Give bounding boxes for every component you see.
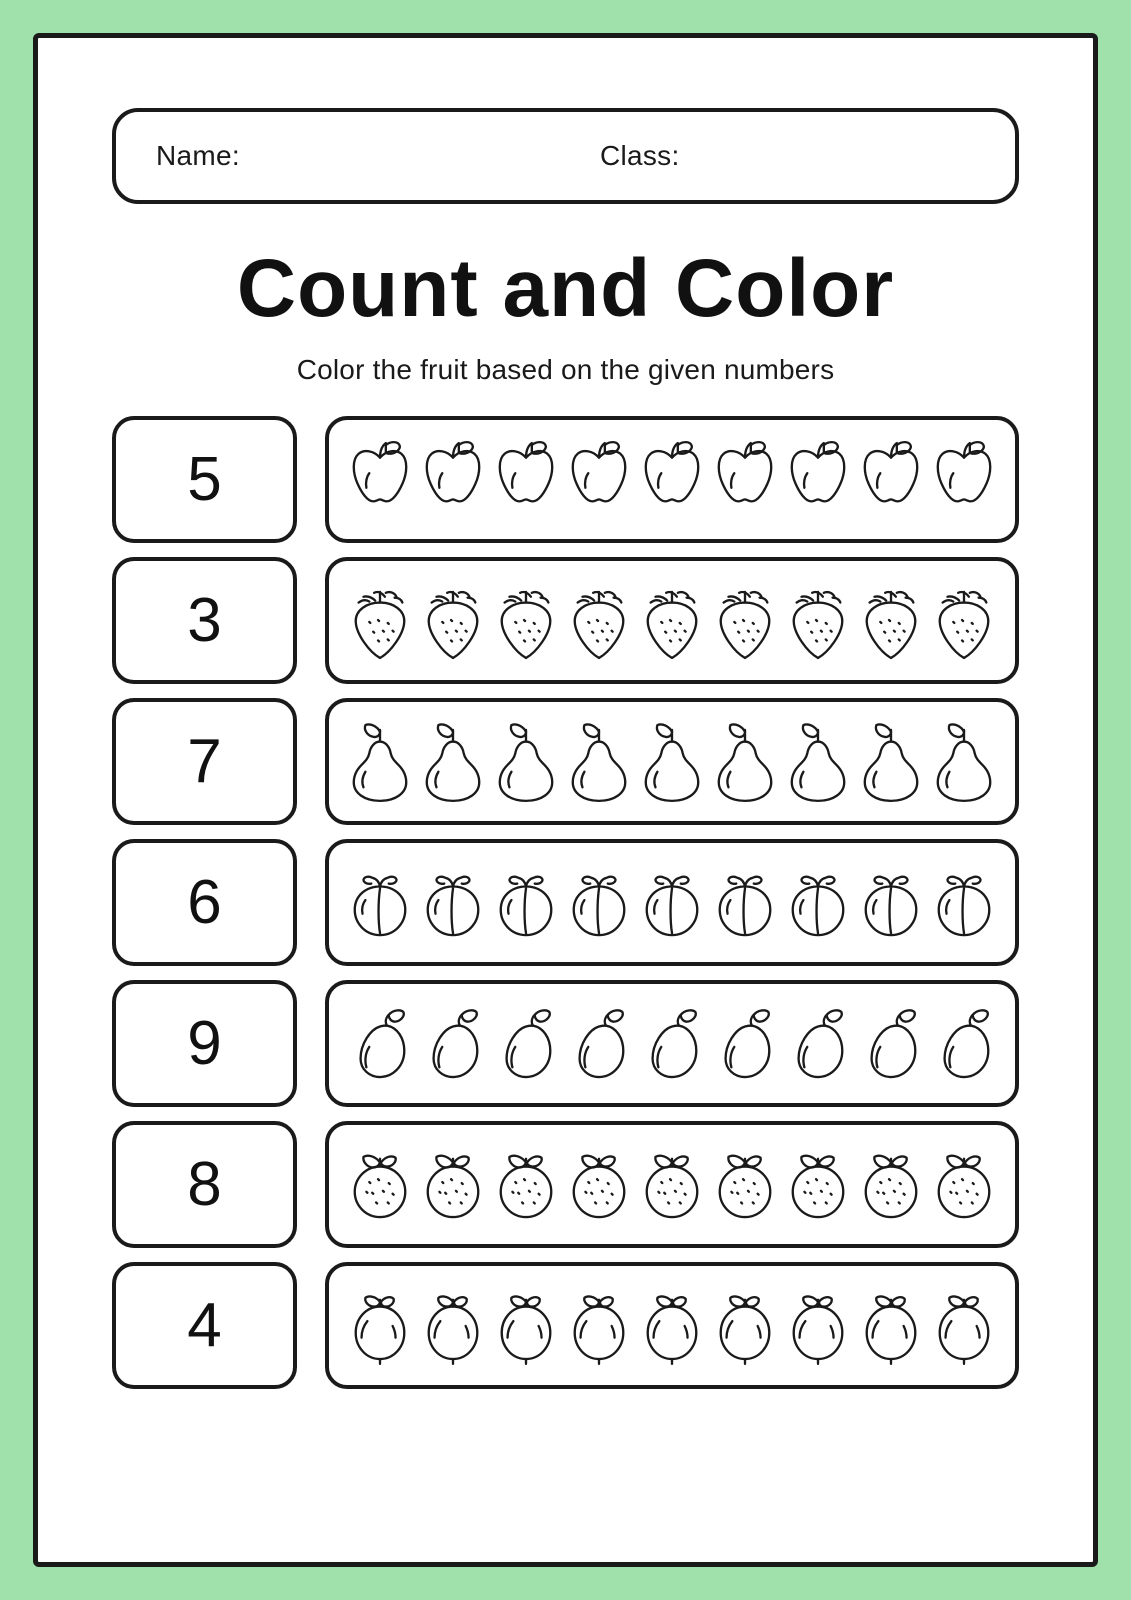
strawberry-icon[interactable] bbox=[930, 575, 998, 667]
plum-icon[interactable] bbox=[711, 857, 779, 949]
row-number: 6 bbox=[187, 867, 222, 937]
plum-icon[interactable] bbox=[565, 857, 633, 949]
fruit-strip bbox=[325, 1262, 1019, 1389]
pear-icon[interactable] bbox=[346, 716, 414, 808]
orange-icon[interactable] bbox=[857, 1139, 925, 1231]
plum-icon[interactable] bbox=[857, 857, 925, 949]
plum-icon[interactable] bbox=[419, 857, 487, 949]
pear-icon[interactable] bbox=[784, 716, 852, 808]
mango-icon[interactable] bbox=[711, 998, 779, 1090]
pear-icon[interactable] bbox=[930, 716, 998, 808]
pear-icon[interactable] bbox=[419, 716, 487, 808]
pear-icon[interactable] bbox=[565, 716, 633, 808]
strawberry-icon[interactable] bbox=[419, 575, 487, 667]
exercise-row bbox=[112, 980, 1019, 1107]
row-number: 3 bbox=[187, 585, 222, 655]
orange-icon[interactable] bbox=[565, 1139, 633, 1231]
row-number: 7 bbox=[187, 726, 222, 796]
plum-icon[interactable] bbox=[930, 857, 998, 949]
orange-icon[interactable] bbox=[711, 1139, 779, 1231]
strawberry-icon[interactable] bbox=[784, 575, 852, 667]
exercise-row bbox=[112, 839, 1019, 966]
fruit-strip bbox=[325, 698, 1019, 825]
mango-icon[interactable] bbox=[930, 998, 998, 1090]
plum-icon[interactable] bbox=[638, 857, 706, 949]
apple-icon[interactable] bbox=[492, 434, 560, 526]
mango-icon[interactable] bbox=[565, 998, 633, 1090]
orange-icon[interactable] bbox=[930, 1139, 998, 1231]
lemon-icon[interactable] bbox=[930, 1280, 998, 1372]
row-number: 4 bbox=[187, 1290, 222, 1360]
plum-icon[interactable] bbox=[492, 857, 560, 949]
apple-icon[interactable] bbox=[930, 434, 998, 526]
number-box bbox=[112, 557, 297, 684]
apple-icon[interactable] bbox=[565, 434, 633, 526]
lemon-icon[interactable] bbox=[419, 1280, 487, 1372]
number-box bbox=[112, 980, 297, 1107]
strawberry-icon[interactable] bbox=[857, 575, 925, 667]
orange-icon[interactable] bbox=[638, 1139, 706, 1231]
lemon-icon[interactable] bbox=[492, 1280, 560, 1372]
lemon-icon[interactable] bbox=[784, 1280, 852, 1372]
pear-icon[interactable] bbox=[711, 716, 779, 808]
lemon-icon[interactable] bbox=[346, 1280, 414, 1372]
worksheet-page bbox=[33, 33, 1098, 1567]
exercise-row bbox=[112, 1262, 1019, 1389]
mango-icon[interactable] bbox=[346, 998, 414, 1090]
mango-icon[interactable] bbox=[857, 998, 925, 1090]
pear-icon[interactable] bbox=[492, 716, 560, 808]
orange-icon[interactable] bbox=[492, 1139, 560, 1231]
plum-icon[interactable] bbox=[784, 857, 852, 949]
exercise-row bbox=[112, 1121, 1019, 1248]
fruit-strip bbox=[325, 980, 1019, 1107]
row-number: 9 bbox=[187, 1008, 222, 1078]
lemon-icon[interactable] bbox=[711, 1280, 779, 1372]
apple-icon[interactable] bbox=[784, 434, 852, 526]
page-subtitle: Color the fruit based on the given numbers bbox=[296, 354, 835, 386]
strawberry-icon[interactable] bbox=[346, 575, 414, 667]
exercise-rows bbox=[112, 416, 1019, 1389]
orange-icon[interactable] bbox=[784, 1139, 852, 1231]
strawberry-icon[interactable] bbox=[565, 575, 633, 667]
fruit-strip bbox=[325, 839, 1019, 966]
pear-icon[interactable] bbox=[638, 716, 706, 808]
plum-icon[interactable] bbox=[346, 857, 414, 949]
row-number: 8 bbox=[187, 1149, 222, 1219]
apple-icon[interactable] bbox=[711, 434, 779, 526]
student-info-box bbox=[112, 108, 1019, 204]
lemon-icon[interactable] bbox=[565, 1280, 633, 1372]
lemon-icon[interactable] bbox=[857, 1280, 925, 1372]
lemon-icon[interactable] bbox=[638, 1280, 706, 1372]
exercise-row bbox=[112, 698, 1019, 825]
number-box bbox=[112, 1121, 297, 1248]
mango-icon[interactable] bbox=[492, 998, 560, 1090]
class-label: Class: bbox=[599, 140, 680, 171]
mango-icon[interactable] bbox=[419, 998, 487, 1090]
apple-icon[interactable] bbox=[638, 434, 706, 526]
page-title: Count and Color bbox=[236, 243, 895, 334]
strawberry-icon[interactable] bbox=[492, 575, 560, 667]
row-number: 5 bbox=[187, 444, 222, 514]
exercise-row bbox=[112, 416, 1019, 543]
fruit-strip bbox=[325, 1121, 1019, 1248]
fruit-strip bbox=[325, 557, 1019, 684]
strawberry-icon[interactable] bbox=[711, 575, 779, 667]
apple-icon[interactable] bbox=[419, 434, 487, 526]
pear-icon[interactable] bbox=[857, 716, 925, 808]
apple-icon[interactable] bbox=[857, 434, 925, 526]
apple-icon[interactable] bbox=[346, 434, 414, 526]
strawberry-icon[interactable] bbox=[638, 575, 706, 667]
exercise-row bbox=[112, 557, 1019, 684]
mango-icon[interactable] bbox=[784, 998, 852, 1090]
number-box bbox=[112, 839, 297, 966]
number-box bbox=[112, 698, 297, 825]
number-box bbox=[112, 1262, 297, 1389]
number-box bbox=[112, 416, 297, 543]
fruit-strip bbox=[325, 416, 1019, 543]
orange-icon[interactable] bbox=[419, 1139, 487, 1231]
orange-icon[interactable] bbox=[346, 1139, 414, 1231]
mango-icon[interactable] bbox=[638, 998, 706, 1090]
name-label: Name: bbox=[156, 140, 240, 171]
